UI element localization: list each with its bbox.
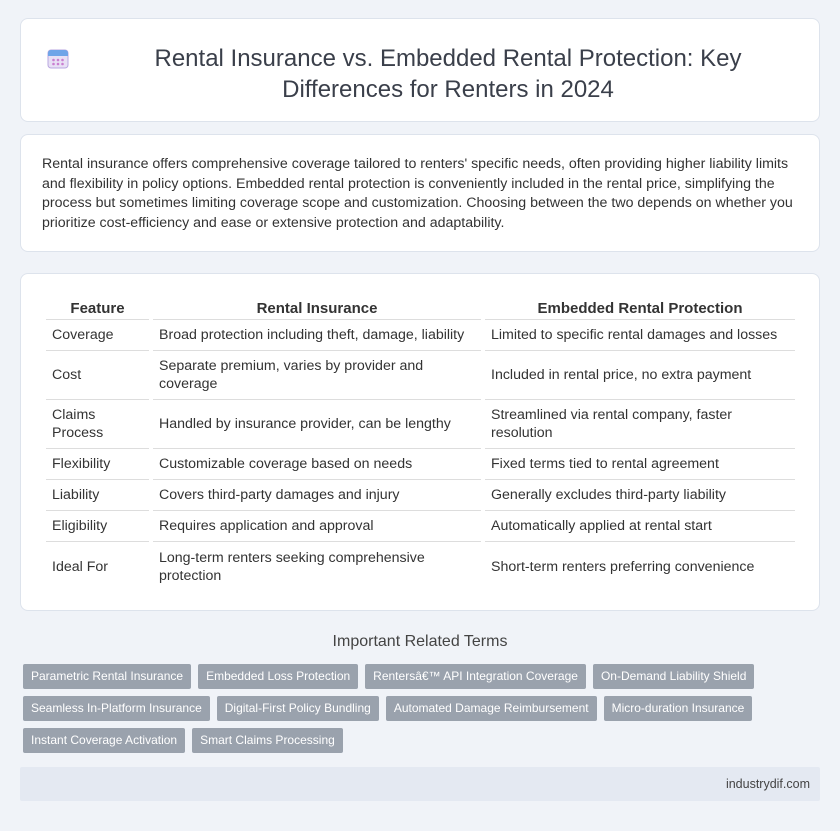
table-row xyxy=(46,320,795,351)
related-terms-title: Important Related Terms xyxy=(332,633,508,650)
intro-card xyxy=(20,134,820,252)
related-term-tag[interactable]: Instant Coverage Activation xyxy=(23,728,185,753)
embedded-protection-cell: Streamlined via rental company, faster resolution xyxy=(485,400,795,449)
rental-insurance-cell: Covers third-party damages and injury xyxy=(153,480,481,511)
related-term-tag[interactable]: Micro-duration Insurance xyxy=(604,696,753,721)
related-term-tag[interactable]: On-Demand Liability Shield xyxy=(593,664,754,689)
rental-insurance-cell: Customizable coverage based on needs xyxy=(153,449,481,480)
feature-cell: Claims Process xyxy=(46,400,149,449)
feature-cell: Ideal For xyxy=(52,558,108,575)
embedded-protection-cell: Short-term renters preferring convenience xyxy=(491,558,755,575)
rental-insurance-cell: Handled by insurance provider, can be lengthy xyxy=(153,400,481,449)
feature-cell: Liability xyxy=(46,480,149,511)
header-feature: Feature xyxy=(46,294,149,320)
table-row xyxy=(46,511,795,542)
footer-site-name[interactable]: industrydif.com xyxy=(725,777,810,791)
intro-paragraph: Rental insurance offers comprehensive coverage tailored to renters' specific needs, often providing higher liability limits and flexibility in policy options. Embedded rental protection is conveniently included in the rental price, simplifying the process but sometimes limiting coverage scope and customization. Choosing between the two depends on whether you prioritize cost-efficiency and ease or extensive protection and adaptability. xyxy=(42,156,793,231)
rental-insurance-cell: Long-term renters seeking comprehensive protection xyxy=(159,549,425,584)
title-card xyxy=(20,18,820,122)
comparison-card xyxy=(20,273,820,611)
embedded-protection-cell: Limited to specific rental damages and losses xyxy=(485,320,795,351)
embedded-protection-cell: Fixed terms tied to rental agreement xyxy=(485,449,795,480)
related-term-tag[interactable]: Digital-First Policy Bundling xyxy=(217,696,379,721)
table-row xyxy=(46,400,795,449)
table-header-row xyxy=(46,294,795,320)
feature-cell: Eligibility xyxy=(46,511,149,542)
footer xyxy=(20,767,820,801)
related-term-tag[interactable]: Automated Damage Reimbursement xyxy=(386,696,597,721)
embedded-protection-cell: Generally excludes third-party liability xyxy=(485,480,795,511)
related-term-tag[interactable]: Embedded Loss Protection xyxy=(198,664,358,689)
table-row xyxy=(46,542,795,591)
embedded-protection-cell: Included in rental price, no extra payment xyxy=(485,351,795,400)
feature-cell: Coverage xyxy=(46,320,149,351)
feature-cell: Flexibility xyxy=(46,449,149,480)
header-rental-insurance: Rental Insurance xyxy=(153,294,481,320)
related-terms-list xyxy=(23,664,813,753)
related-term-tag[interactable]: Rentersâ€™ API Integration Coverage xyxy=(365,664,586,689)
related-term-tag[interactable]: Parametric Rental Insurance xyxy=(23,664,191,689)
feature-cell: Cost xyxy=(46,351,149,400)
rental-insurance-cell: Broad protection including theft, damage, liability xyxy=(153,320,481,351)
comparison-table xyxy=(42,294,799,591)
page-title: Rental Insurance vs. Embedded Rental Protection: Key Differences for Renters in 2024 xyxy=(154,45,742,103)
header-embedded-protection: Embedded Rental Protection xyxy=(485,294,795,320)
rental-insurance-cell: Separate premium, varies by provider and coverage xyxy=(153,351,481,400)
table-row xyxy=(46,351,795,400)
table-row xyxy=(46,480,795,511)
rental-insurance-cell: Requires application and approval xyxy=(153,511,481,542)
table-row xyxy=(46,449,795,480)
related-term-tag[interactable]: Seamless In-Platform Insurance xyxy=(23,696,210,721)
embedded-protection-cell: Automatically applied at rental start xyxy=(485,511,795,542)
related-term-tag[interactable]: Smart Claims Processing xyxy=(192,728,343,753)
